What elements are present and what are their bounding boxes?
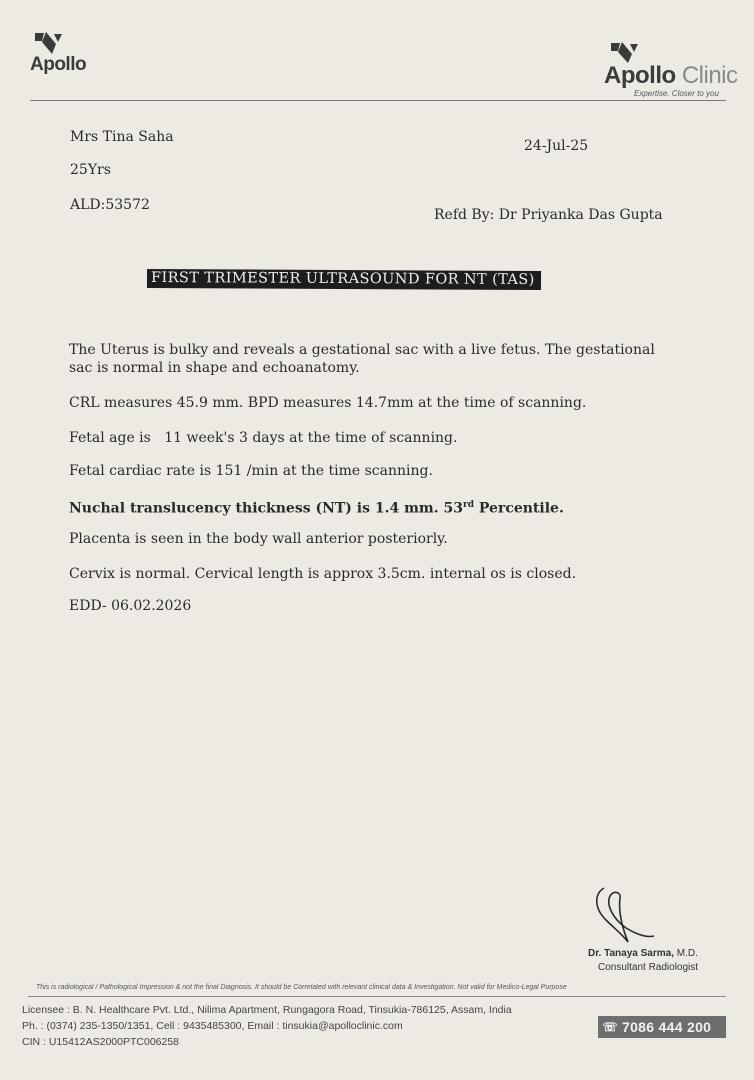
signatory-name: Dr. Tanaya Sarma, M.D. xyxy=(588,948,698,959)
left-logo-text: Apollo xyxy=(30,54,87,75)
patient-age: 25Yrs xyxy=(70,162,111,178)
report-date: 24-Jul-25 xyxy=(524,138,589,154)
footer-licensee: Licensee : B. N. Healthcare Pvt. Ltd., Nilima Apartment, Rungagora Road, Tinsukia-786125, Assam, India xyxy=(22,1004,512,1016)
finding-nt: Nuchal translucency thickness (NT) is 1.4 mm. 53rd Percentile. xyxy=(69,500,564,517)
finding-placenta: Placenta is seen in the body wall anterior posteriorly. xyxy=(69,531,448,547)
signature-icon xyxy=(588,884,660,946)
phone-number: 7086 444 200 xyxy=(622,1019,712,1035)
finding-crl: CRL measures 45.9 mm. BPD measures 14.7mm at the time of scanning. xyxy=(69,395,587,411)
header-divider xyxy=(30,100,726,101)
finding-cervix: Cervix is normal. Cervical length is approx 3.5cm. internal os is closed. xyxy=(69,566,577,582)
disclaimer: This is radiological / Pathological Impression & not the final Diagnosis. It should be Correlated with relevant clinical data & Investigation. Not valid for Medico-Legal Purpose xyxy=(36,984,567,991)
report-title: FIRST TRIMESTER ULTRASOUND FOR NT (TAS) xyxy=(147,269,541,290)
right-logo-tagline: Expertise. Closer to you xyxy=(634,89,719,98)
finding-uterus: The Uterus is bulky and reveals a gestational sac with a live fetus. The gestational sac is normal in shape and echoanatomy. xyxy=(69,342,655,376)
apollo-logo xyxy=(28,30,108,82)
phone-icon: ☏ xyxy=(602,1020,618,1034)
right-logo-brand: Apollo Clinic xyxy=(604,62,738,89)
footer-cin: CIN : U15412AS2000PTC006258 xyxy=(22,1036,180,1048)
phone-box xyxy=(598,1016,726,1038)
finding-cardiac-rate: Fetal cardiac rate is 151 /min at the time scanning. xyxy=(69,463,433,479)
patient-id: ALD:53572 xyxy=(70,197,150,213)
apollo-clinic-logo xyxy=(598,40,738,100)
footer-contact: Ph. : (0374) 235-1350/1351, Cell : 9435485300, Email : tinsukia@apolloclinic.com xyxy=(22,1020,403,1032)
patient-name: Mrs Tina Saha xyxy=(70,129,174,145)
footer-divider xyxy=(28,996,726,997)
finding-fetal-age: Fetal age is 11 week's 3 days at the time of scanning. xyxy=(69,430,458,446)
finding-edd: EDD- 06.02.2026 xyxy=(69,598,192,614)
signatory-title: Consultant Radiologist xyxy=(598,962,699,973)
referred-by: Refd By: Dr Priyanka Das Gupta xyxy=(434,207,663,223)
